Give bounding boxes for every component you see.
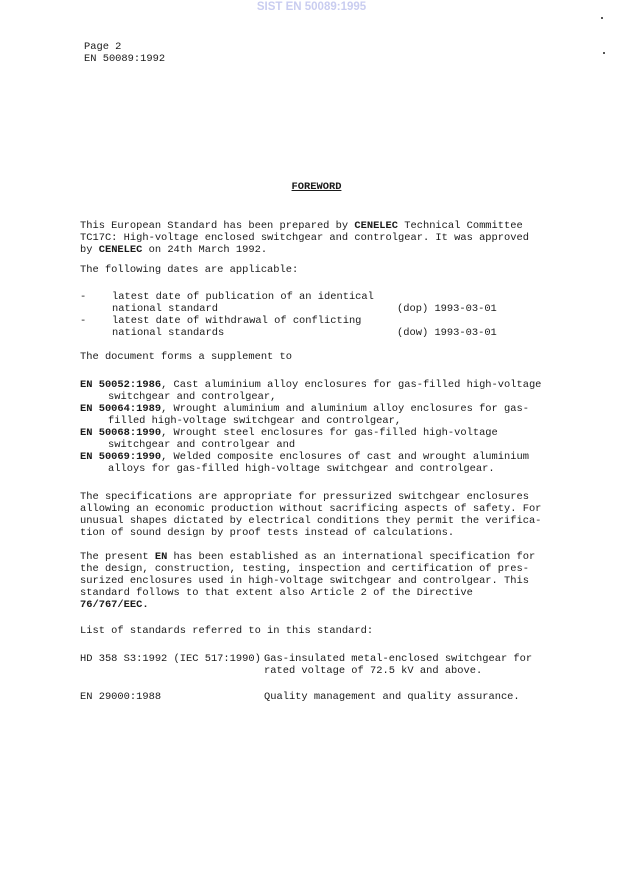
standard-ref: EN 50064:1989 [80, 403, 162, 415]
text: surized enclosures used in high-voltage switchgear and controlgear. This [80, 575, 529, 587]
text: CENELEC [98, 244, 143, 256]
text: , Wrought aluminium and aluminium alloy enclosures for gas- [161, 403, 529, 415]
refs-intro: List of standards referred to in this standard: [80, 625, 374, 637]
standard-ref: EN 50052:1986 [80, 379, 162, 391]
text: , Welded composite enclosures of cast and wrought aluminium [161, 451, 529, 463]
supplement-list [80, 379, 541, 475]
date-value: 1993-03-01 [434, 303, 497, 315]
text: rated voltage of 72.5 kV and above. [264, 665, 483, 677]
watermark: SIST EN 50089:1995 [256, 1, 367, 13]
present-en-paragraph [80, 551, 535, 611]
text: This European Standard has been prepared by [80, 220, 355, 232]
text: Quality management and quality assurance. [264, 691, 520, 703]
text: The specifications are appropriate for pressurized switchgear enclosures [80, 491, 529, 503]
text: allowing an economic production without sacrificing aspects of safety. For [80, 503, 542, 515]
dates-list [80, 291, 497, 339]
date-value: 1993-03-01 [434, 327, 497, 339]
scan-speck [601, 17, 603, 19]
text: the design, construction, testing, inspection and certification of pres- [80, 563, 529, 575]
standard-ref: EN 29000:1988 [80, 691, 162, 703]
dates-intro: The following dates are applicable: [80, 264, 299, 276]
text: The present [80, 551, 155, 563]
text: national standards [112, 327, 225, 339]
text: on 24th March 1992. [142, 244, 268, 256]
text: EN [154, 551, 168, 563]
text: , Wrought steel enclosures for gas-filled high-voltage [161, 427, 498, 439]
standard-ref: EN 50068:1990 [80, 427, 162, 439]
text: CENELEC [354, 220, 399, 232]
section-title: FOREWORD [291, 181, 342, 193]
text: unusual shapes dictated by electrical conditions they permit the verifica- [80, 515, 542, 527]
standard-ref: EN 50069:1990 [80, 451, 162, 463]
scan-speck [603, 52, 605, 54]
text: national standard [112, 303, 219, 315]
text: TC17C: High-voltage enclosed switchgear and controlgear. It was approved [80, 232, 529, 244]
intro-paragraph [80, 220, 529, 256]
list-dash: - [80, 291, 87, 303]
reference-list [80, 653, 533, 703]
text: switchgear and controlgear and [108, 439, 296, 451]
text: latest date of withdrawal of conflicting [112, 315, 362, 327]
date-code: (dow) [397, 327, 429, 339]
text: alloys for gas-filled high-voltage switchgear and controlgear. [108, 463, 495, 475]
text: tion of sound design by proof tests instead of calculations. [80, 527, 455, 539]
text: standard follows to that extent also Article 2 of the Directive [80, 587, 473, 599]
page-header [84, 41, 165, 65]
text: Technical Committee [398, 220, 523, 232]
page-number: Page 2 [84, 41, 122, 53]
specifications-paragraph [80, 491, 541, 539]
standard-ref: HD 358 S3:1992 (IEC 517:1990) [80, 653, 261, 665]
text: has been established as an international specification for [167, 551, 536, 563]
supplement-intro: The document forms a supplement to [80, 351, 293, 363]
text: switchgear and controlgear, [108, 391, 277, 403]
text: filled high-voltage switchgear and controlgear, [108, 415, 402, 427]
text: , Cast aluminium alloy enclosures for gas-filled high-voltage [161, 379, 542, 391]
list-dash: - [80, 315, 87, 327]
text: 76/767/EEC. [80, 599, 149, 611]
date-code: (dop) [397, 303, 429, 315]
text: by [80, 244, 99, 256]
text: latest date of publication of an identical [112, 291, 374, 303]
document-number: EN 50089:1992 [84, 53, 166, 65]
text: Gas-insulated metal-enclosed switchgear for [264, 653, 533, 665]
